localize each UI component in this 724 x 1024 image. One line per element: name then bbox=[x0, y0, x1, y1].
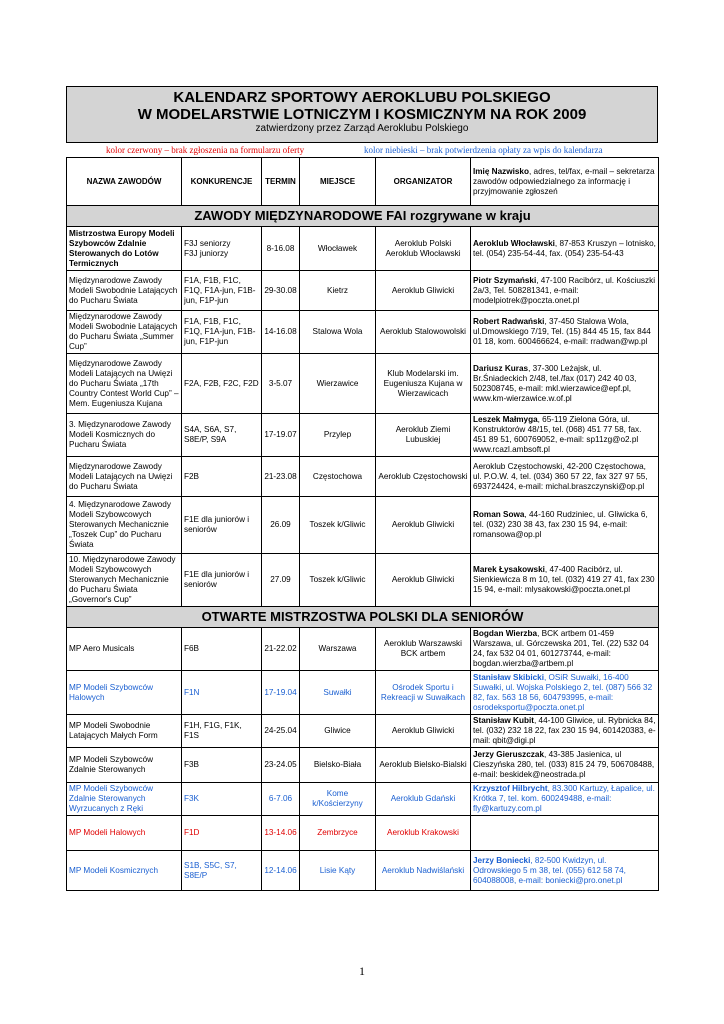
contact-person: Leszek Małmyga bbox=[473, 415, 538, 424]
cell-name-text: MP Modeli Szybowców Zdalnie Sterowanych bbox=[69, 755, 154, 774]
cell-place: Warszawa bbox=[300, 628, 376, 671]
cell-organizer: Aeroklub Częstochowski bbox=[376, 457, 471, 497]
cell-contact bbox=[471, 414, 659, 457]
title-box bbox=[66, 86, 658, 143]
cell-organizer: Aeroklub Gliwicki bbox=[376, 497, 471, 554]
cell-organizer: Aeroklub Ziemi Lubuskiej bbox=[376, 414, 471, 457]
contact-person: Krzysztof Hilbrycht bbox=[473, 784, 548, 793]
section-header-row bbox=[67, 607, 659, 628]
cell-name bbox=[67, 497, 182, 554]
cell-name-text: MP Modeli Szybowców Halowych bbox=[69, 682, 154, 702]
cell-organizer: Aeroklub Nadwiślański bbox=[376, 851, 471, 891]
color-legend bbox=[66, 143, 658, 157]
contact-details: , 44-100 Gliwice, ul. Rybnicka 84, tel. (032) 232 18 22, fax 230 15 94, 601420383, e-mail: qbit@digi.pl bbox=[473, 716, 656, 745]
table-row bbox=[67, 227, 659, 271]
contact-person: Roman Sowa bbox=[473, 510, 525, 519]
cell-date: 26.09 bbox=[262, 497, 300, 554]
cell-classes: F1D bbox=[182, 816, 262, 851]
contact-details: , 37-450 Stalowa Wola, ul.Dmowskiego 7/19, Tel. (15) 844 45 15, fax 844 01 18, kom. 600466624, e-mail: rradwan@wp.pl bbox=[473, 317, 651, 346]
table-row bbox=[67, 271, 659, 311]
table-row bbox=[67, 414, 659, 457]
legend-red: kolor czerwony – brak zgłoszenia na formularzu oferty bbox=[106, 145, 305, 155]
cell-classes: F1A, F1B, F1C, F1Q, F1A-jun, F1B-jun, F1P-jun bbox=[182, 311, 262, 354]
cell-name bbox=[67, 554, 182, 607]
cell-contact bbox=[471, 851, 659, 891]
cell-classes: F1E dla juniorów i seniorów bbox=[182, 497, 262, 554]
cell-contact bbox=[471, 271, 659, 311]
contact-person: Stanisław Skibicki bbox=[473, 672, 544, 682]
col-header-place: MIEJSCE bbox=[300, 158, 376, 206]
cell-name bbox=[67, 311, 182, 354]
cell-classes: F1A, F1B, F1C, F1Q, F1A-jun, F1B-jun, F1P-jun bbox=[182, 271, 262, 311]
cell-name bbox=[67, 414, 182, 457]
section-title: OTWARTE MISTRZOSTWA POLSKI DLA SENIORÓW bbox=[67, 607, 659, 628]
cell-classes: F2B bbox=[182, 457, 262, 497]
table-row bbox=[67, 497, 659, 554]
table-row bbox=[67, 783, 659, 816]
cell-organizer: Aeroklub Bielsko-Bialski bbox=[376, 748, 471, 783]
cell-place: Częstochowa bbox=[300, 457, 376, 497]
cell-name bbox=[67, 354, 182, 414]
cell-name-text: MP Modeli Halowych bbox=[69, 828, 146, 837]
cell-date: 23-24.05 bbox=[262, 748, 300, 783]
legend-blue: kolor niebieski – brak potwierdzenia opłaty za wpis do kalendarza bbox=[364, 145, 603, 155]
cell-date: 14-16.08 bbox=[262, 311, 300, 354]
cell-name bbox=[67, 628, 182, 671]
contact-person: Jerzy Gieruszczak bbox=[473, 750, 545, 759]
cell-organizer: Ośrodek Sportu i Rekreacji w Suwałkach bbox=[376, 671, 471, 715]
cell-date: 27.09 bbox=[262, 554, 300, 607]
cell-organizer: Aeroklub Gliwicki bbox=[376, 271, 471, 311]
cell-name-text: 10. Międzynarodowe Zawody Modeli Szybowcowych Sterowanych Mechanicznie do Pucharu Świata „Governor's Cup” bbox=[69, 555, 176, 604]
contact-person: Robert Radwański bbox=[473, 317, 545, 326]
contact-details: , 82-500 Kwidzyn, ul. Odrowskiego 5 m 38, tel. (055) 612 58 74, 604088008, e-mail: boniecki@pro.onet.pl bbox=[473, 855, 626, 885]
cell-name bbox=[67, 671, 182, 715]
contact-details: , 83.300 Kartuzy, Łapalice, ul. Krótka 7, tel. kom. 600249488, e-mail: fly@kartuzy.com.pl bbox=[473, 784, 655, 813]
cell-contact bbox=[471, 457, 659, 497]
table-row bbox=[67, 457, 659, 497]
cell-organizer: Klub Modelarski im. Eugeniusza Kujana w Wierzawicach bbox=[376, 354, 471, 414]
cell-organizer: Aeroklub Krakowski bbox=[376, 816, 471, 851]
table-row bbox=[67, 715, 659, 748]
col-header-name: NAZWA ZAWODÓW bbox=[67, 158, 182, 206]
table-row bbox=[67, 816, 659, 851]
contact-details: Aeroklub Częstochowski, 42-200 Częstochowa, ul. P.O.W. 4, tel. (034) 360 57 22, fax 327 97 55, 693724424, e-mail: michal.braszczynski@op.pl bbox=[473, 461, 648, 491]
cell-place: Toszek k/Gliwic bbox=[300, 554, 376, 607]
cell-name bbox=[67, 271, 182, 311]
cell-classes: F3B bbox=[182, 748, 262, 783]
cell-name-text: MP Aero Musicals bbox=[69, 644, 135, 653]
col-header-organizer: ORGANIZATOR bbox=[376, 158, 471, 206]
cell-date: 29-30.08 bbox=[262, 271, 300, 311]
table-row bbox=[67, 628, 659, 671]
document-page bbox=[66, 86, 658, 891]
cell-date: 24-25.04 bbox=[262, 715, 300, 748]
cell-place: Suwałki bbox=[300, 671, 376, 715]
contact-details: , 47-100 Racibórz, ul. Kościuszki 2a/3, Tel. 508281341, e-mail: modelpiotrek@poczta.onet.pl bbox=[473, 275, 656, 305]
cell-name bbox=[67, 748, 182, 783]
cell-name-text: 4. Międzynarodowe Zawody Modeli Szybowcowych Sterowanych Mechanicznie „Toszek Cup” do Pucharu Świata bbox=[69, 500, 171, 549]
cell-name bbox=[67, 715, 182, 748]
contact-details: , 43-385 Jasienica, ul Cieszyńska 280, tel. (033) 815 24 79, 506708488, e-mail: beskidek@neostrada.pl bbox=[473, 750, 655, 779]
table-row bbox=[67, 671, 659, 715]
cell-name-text: Międzynarodowe Zawody Modeli Swobodnie Latających do Pucharu Świata bbox=[69, 275, 178, 305]
section-title: ZAWODY MIĘDZYNARODOWE FAI rozgrywane w kraju bbox=[67, 206, 659, 227]
section-header-row bbox=[67, 206, 659, 227]
subtitle: zatwierdzony przez Zarząd Aeroklubu Polskiego bbox=[255, 123, 469, 134]
cell-name bbox=[67, 227, 182, 271]
cell-date: 21-22.02 bbox=[262, 628, 300, 671]
cell-contact bbox=[471, 354, 659, 414]
cell-place: Wierzawice bbox=[300, 354, 376, 414]
cell-contact bbox=[471, 816, 659, 851]
cell-contact bbox=[471, 671, 659, 715]
cell-name-bold: Mistrzostwa Europy Modeli Szybowców Zdalnie Sterowanych do Lotów Termicznych bbox=[69, 228, 175, 268]
table-header-row bbox=[67, 158, 659, 206]
cell-classes: F6B bbox=[182, 628, 262, 671]
table-row bbox=[67, 851, 659, 891]
title-line-2: W MODELARSTWIE LOTNICZYM I KOSMICZNYM NA ROK 2009 bbox=[137, 106, 587, 123]
cell-name-text: Międzynarodowe Zawody Modeli Swobodnie Latających do Pucharu Świata „Summer Cup” bbox=[69, 312, 178, 351]
cell-place: Kietrz bbox=[300, 271, 376, 311]
cell-name-text: MP Modeli Szybowców Zdalnie Sterowanych Wyrzucanych z Ręki bbox=[69, 784, 154, 813]
contact-details: , OSiR Suwałki, 16-400 Suwałki, ul. Wojska Polskiego 2, tel. (087) 566 32 82, fax. 563 18 56, 604793995, e-mail: osrodeksportu@poczta.onet.pl bbox=[473, 672, 653, 712]
cell-date: 3-5.07 bbox=[262, 354, 300, 414]
cell-name-text: Międzynarodowe Zawody Modeli Latających na Uwięzi do Pucharu Świata bbox=[69, 461, 173, 491]
cell-place: Toszek k/Gliwic bbox=[300, 497, 376, 554]
cell-contact bbox=[471, 715, 659, 748]
cell-date: 17-19.04 bbox=[262, 671, 300, 715]
contact-person: Bogdan Wierzba bbox=[473, 629, 538, 638]
cell-contact bbox=[471, 227, 659, 271]
cell-date: 8-16.08 bbox=[262, 227, 300, 271]
cell-date: 13-14.06 bbox=[262, 816, 300, 851]
cell-place: Lisie Kąty bbox=[300, 851, 376, 891]
cell-name-text: MP Modeli Swobodnie Latających Małych Form bbox=[69, 721, 158, 740]
title-line-1: KALENDARZ SPORTOWY AEROKLUBU POLSKIEGO bbox=[173, 89, 551, 106]
cell-contact bbox=[471, 748, 659, 783]
cell-date: 12-14.06 bbox=[262, 851, 300, 891]
cell-contact bbox=[471, 497, 659, 554]
contact-details: , 37-300 Leżajsk, ul. Br.Śniadeckich 2/48, tel./fax (017) 242 40 03, 502308745, e-mail: mkl.wierzawice@epf.pl, www.km-wierzawice.w.of.pl bbox=[473, 363, 637, 403]
contact-person: Dariusz Kuras bbox=[473, 363, 529, 373]
cell-date: 6-7.06 bbox=[262, 783, 300, 816]
calendar-table bbox=[66, 157, 659, 891]
cell-contact bbox=[471, 783, 659, 816]
cell-classes: F1E dla juniorów i seniorów bbox=[182, 554, 262, 607]
page-number: 1 bbox=[359, 964, 365, 978]
cell-contact bbox=[471, 311, 659, 354]
cell-organizer: Aeroklub Polski Aeroklub Włocławski bbox=[376, 227, 471, 271]
cell-classes: F3J seniorzy F3J juniorzy bbox=[182, 227, 262, 271]
cell-classes: F1N bbox=[182, 671, 262, 715]
cell-organizer: Aeroklub Warszawski BCK artbem bbox=[376, 628, 471, 671]
cell-place: Gliwice bbox=[300, 715, 376, 748]
table-row bbox=[67, 311, 659, 354]
cell-place: Bielsko-Biała bbox=[300, 748, 376, 783]
cell-organizer: Aeroklub Gliwicki bbox=[376, 715, 471, 748]
cell-classes: F1H, F1G, F1K, F1S bbox=[182, 715, 262, 748]
cell-place: Kome k/Kościerzyny bbox=[300, 783, 376, 816]
cell-organizer: Aeroklub Gliwicki bbox=[376, 554, 471, 607]
cell-name-text: 3. Międzynarodowe Zawody Modeli Kosmicznych do Pucharu Świata bbox=[69, 420, 171, 449]
cell-contact bbox=[471, 554, 659, 607]
cell-place: Włocławek bbox=[300, 227, 376, 271]
cell-classes: S4A, S6A, S7, S8E/P, S9A bbox=[182, 414, 262, 457]
cell-classes: F3K bbox=[182, 783, 262, 816]
cell-name bbox=[67, 457, 182, 497]
cell-place: Stalowa Wola bbox=[300, 311, 376, 354]
contact-person: Piotr Szymański bbox=[473, 275, 537, 285]
col-header-date: TERMIN bbox=[262, 158, 300, 206]
cell-name-text: Międzynarodowe Zawody Modeli Latających na Uwięzi do Pucharu Świata „17th Country Contest World Cup” – Mem. Eugeniusza Kujana bbox=[69, 358, 179, 408]
contact-details: , 65-119 Zielona Góra, ul. Konstruktorów 48/15, tel. (068) 451 77 58, fax. 451 89 51, 600769052, e-mail: sp11zg@o2.pl www.rcazl.ambsoft.pl bbox=[473, 415, 642, 454]
contact-person: Stanisław Kubit bbox=[473, 716, 534, 725]
cell-name bbox=[67, 816, 182, 851]
contact-person: Jerzy Boniecki bbox=[473, 855, 531, 865]
cell-date: 17-19.07 bbox=[262, 414, 300, 457]
contact-details: , 44-160 Rudziniec, ul. Gliwicka 6, tel. (032) 230 38 43, fax 230 15 94, e-mail: romansowa@op.pl bbox=[473, 510, 648, 539]
cell-classes: F2A, F2B, F2C, F2D bbox=[182, 354, 262, 414]
cell-date: 21-23.08 bbox=[262, 457, 300, 497]
cell-place: Zembrzyce bbox=[300, 816, 376, 851]
col-header-classes: KONKURENCJE bbox=[182, 158, 262, 206]
table-row bbox=[67, 748, 659, 783]
contact-person: Aeroklub Włocławski bbox=[473, 238, 555, 248]
contact-details: , 87-853 Kruszyn – lotnisko, tel. (054) 235-54-44, fax. (054) 235-54-43 bbox=[473, 238, 656, 258]
table-body bbox=[67, 206, 659, 891]
cell-name bbox=[67, 851, 182, 891]
table-row bbox=[67, 554, 659, 607]
cell-organizer: Aeroklub Gdański bbox=[376, 783, 471, 816]
cell-organizer: Aeroklub Stalowowolski bbox=[376, 311, 471, 354]
cell-classes: S1B, S5C, S7, S8E/P bbox=[182, 851, 262, 891]
cell-contact bbox=[471, 628, 659, 671]
contact-details: , 47-400 Racibórz, ul. Sienkiewicza 8 m 10, tel. (032) 419 27 41, fax 230 15 94, e-mail: mlysakowski@poczta.onet.pl bbox=[473, 565, 655, 594]
col-header-contact: Imię Nazwisko, adres, tel/fax, e-mail – sekretarza zawodów odpowiedzialnego za informację i przyjmowanie zgłoszeń bbox=[471, 158, 659, 206]
contact-details: , BCK artbem 01-459 Warszawa, ul. Górczewska 201, Tel. (22) 532 04 24, fax 532 04 01, 601273744, e-mail: bogdan.wierzba@artbem.pl bbox=[473, 629, 649, 668]
cell-name-text: MP Modeli Kosmicznych bbox=[69, 865, 159, 875]
cell-name bbox=[67, 783, 182, 816]
contact-person: Marek Łysakowski bbox=[473, 565, 545, 574]
table-row bbox=[67, 354, 659, 414]
cell-place: Przylep bbox=[300, 414, 376, 457]
